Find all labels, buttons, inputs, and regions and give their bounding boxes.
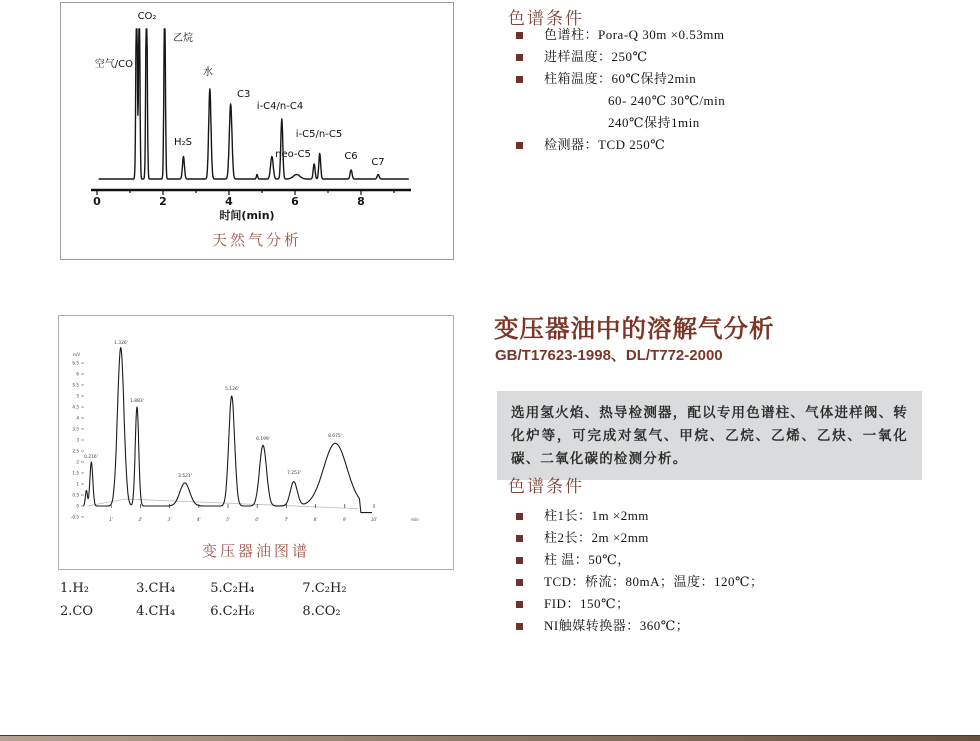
page-footer-bar	[0, 735, 980, 741]
list-item	[516, 68, 936, 90]
svg-text:乙烷: 乙烷	[173, 33, 193, 44]
description-box	[497, 391, 922, 480]
svg-text:7.253': 7.253'	[287, 471, 301, 476]
svg-text:2': 2'	[138, 517, 143, 522]
list-item-text: 柱箱温度：60℃保持2min	[544, 71, 697, 86]
transformer-oil-chromatogram	[59, 316, 453, 569]
svg-text:8: 8	[357, 195, 365, 208]
bullet-square-icon	[516, 76, 523, 83]
list-item	[516, 46, 936, 68]
list-item-text: 柱2长：2m ×2mm	[544, 530, 649, 545]
conditions-list-2	[516, 505, 936, 637]
bullet-square-icon	[516, 513, 523, 520]
svg-text:2: 2	[76, 459, 79, 465]
legend-item: 5.C₂H₄	[210, 581, 255, 596]
bullet-square-icon	[516, 557, 523, 564]
svg-text:1.326': 1.326'	[114, 341, 128, 346]
section-heading-conditions-1: 色谱条件	[508, 9, 584, 28]
svg-text:3.5: 3.5	[72, 426, 79, 432]
svg-text:3.521': 3.521'	[178, 474, 192, 479]
svg-text:6.5: 6.5	[72, 360, 79, 366]
natural-gas-figure	[60, 2, 454, 260]
legend-item: 4.CH₄	[136, 604, 176, 619]
svg-text:1.883': 1.883'	[130, 399, 144, 404]
bullet-square-icon	[516, 623, 523, 630]
list-item-text: TCD：桥流：80mA；温度：120℃；	[544, 574, 764, 589]
svg-text:时间(min): 时间(min)	[219, 209, 275, 222]
svg-text:i-C5/n-C5: i-C5/n-C5	[295, 129, 343, 140]
list-item	[516, 527, 936, 549]
svg-text:4: 4	[225, 195, 233, 208]
legend-item: 7.C₂H₂	[302, 581, 347, 596]
svg-text:min: min	[411, 517, 419, 522]
svg-text:4: 4	[76, 415, 79, 421]
figure-caption: 变压器油图谱	[201, 544, 310, 560]
svg-text:6': 6'	[255, 517, 260, 522]
svg-text:2.5: 2.5	[72, 448, 79, 454]
svg-text:7': 7'	[284, 517, 289, 522]
bullet-square-icon	[516, 579, 523, 586]
legend-item: 6.C₂H₆	[210, 604, 255, 619]
svg-text:10': 10'	[370, 517, 378, 522]
bullet-square-icon	[516, 142, 523, 149]
svg-text:0: 0	[93, 195, 101, 208]
bullet-square-icon	[516, 32, 523, 39]
svg-text:5.5: 5.5	[72, 382, 79, 388]
bullet-square-icon	[516, 601, 523, 608]
list-item-text: 检测器：TCD 250℃	[544, 137, 666, 152]
svg-text:空气/CO: 空气/CO	[94, 59, 133, 70]
svg-text:-0.5: -0.5	[70, 514, 79, 520]
legend-item: 3.CH₄	[136, 581, 176, 596]
article-subtitle-standards: GB/T17623-1998、DL/T772-2000	[495, 347, 723, 364]
bullet-square-icon	[516, 54, 523, 61]
list-item	[516, 615, 936, 637]
svg-text:C6: C6	[344, 151, 358, 162]
bullet-square-icon	[516, 535, 523, 542]
legend-item: 2.CO	[60, 604, 94, 619]
svg-text:CO₂: CO₂	[137, 11, 157, 22]
figure-caption: 天然气分析	[211, 233, 302, 249]
legend-item: 1.H₂	[60, 581, 89, 596]
svg-text:0: 0	[76, 503, 79, 509]
svg-text:5: 5	[76, 393, 79, 399]
svg-text:0.216': 0.216'	[84, 455, 98, 460]
svg-text:8.675': 8.675'	[328, 434, 342, 439]
list-item	[516, 571, 936, 593]
svg-text:6.199': 6.199'	[256, 437, 270, 442]
svg-text:4': 4'	[196, 517, 201, 522]
legend-row	[60, 600, 420, 623]
svg-text:5': 5'	[226, 517, 230, 522]
list-item-text: 柱 温：50℃，	[544, 552, 631, 567]
svg-text:3': 3'	[167, 517, 172, 522]
list-item	[516, 90, 936, 112]
svg-text:neo-C5: neo-C5	[275, 149, 311, 160]
list-item	[516, 24, 936, 46]
svg-text:9': 9'	[342, 517, 347, 522]
list-item-text: 60- 240℃ 30℃/min	[608, 93, 726, 108]
list-item-text: 240℃保持1min	[608, 115, 700, 130]
legend-row	[60, 577, 420, 600]
list-item-text: 色谱柱：Pora-Q 30m ×0.53mm	[544, 27, 725, 42]
svg-text:H₂S: H₂S	[174, 137, 192, 148]
list-item	[516, 505, 936, 527]
svg-text:1': 1'	[109, 517, 114, 522]
svg-text:8': 8'	[313, 517, 318, 522]
svg-text:6: 6	[76, 371, 79, 377]
svg-text:C3: C3	[237, 89, 251, 100]
article-title: 变压器油中的溶解气分析	[494, 316, 775, 343]
list-item	[516, 549, 936, 571]
svg-text:mV: mV	[73, 352, 80, 357]
list-item-text: NI触媒转换器：360℃；	[544, 618, 690, 633]
svg-text:1.5: 1.5	[72, 470, 79, 476]
peak-legend	[60, 577, 420, 623]
list-item	[516, 112, 936, 134]
svg-text:4.5: 4.5	[72, 404, 79, 410]
natural-gas-chromatogram	[61, 3, 453, 259]
svg-text:水: 水	[203, 67, 213, 78]
list-item	[516, 593, 936, 615]
list-item-text: FID：150℃；	[544, 596, 630, 611]
description-text: 选用氢火焰、热导检测器，配以专用色谱柱、气体进样阀、转化炉等，可完成对氢气、甲烷、乙烷、乙烯、乙炔、一氧化碳、二氧化碳的检测分析。	[511, 405, 908, 466]
conditions-list-1	[516, 24, 936, 156]
svg-text:3: 3	[76, 437, 79, 443]
svg-text:C7: C7	[371, 157, 385, 168]
list-item	[516, 134, 936, 156]
svg-text:6: 6	[291, 195, 299, 208]
legend-item: 8.CO₂	[302, 604, 341, 619]
svg-text:2: 2	[159, 195, 167, 208]
transformer-oil-figure	[58, 315, 454, 570]
svg-text:5.126': 5.126'	[225, 387, 239, 392]
svg-text:0.5: 0.5	[72, 492, 79, 498]
svg-text:i-C4/n-C4: i-C4/n-C4	[256, 101, 304, 112]
list-item-text: 进样温度：250℃	[544, 49, 648, 64]
svg-text:1: 1	[76, 481, 79, 487]
section-heading-conditions-2: 色谱条件	[508, 477, 584, 496]
list-item-text: 柱1长：1m ×2mm	[544, 508, 649, 523]
